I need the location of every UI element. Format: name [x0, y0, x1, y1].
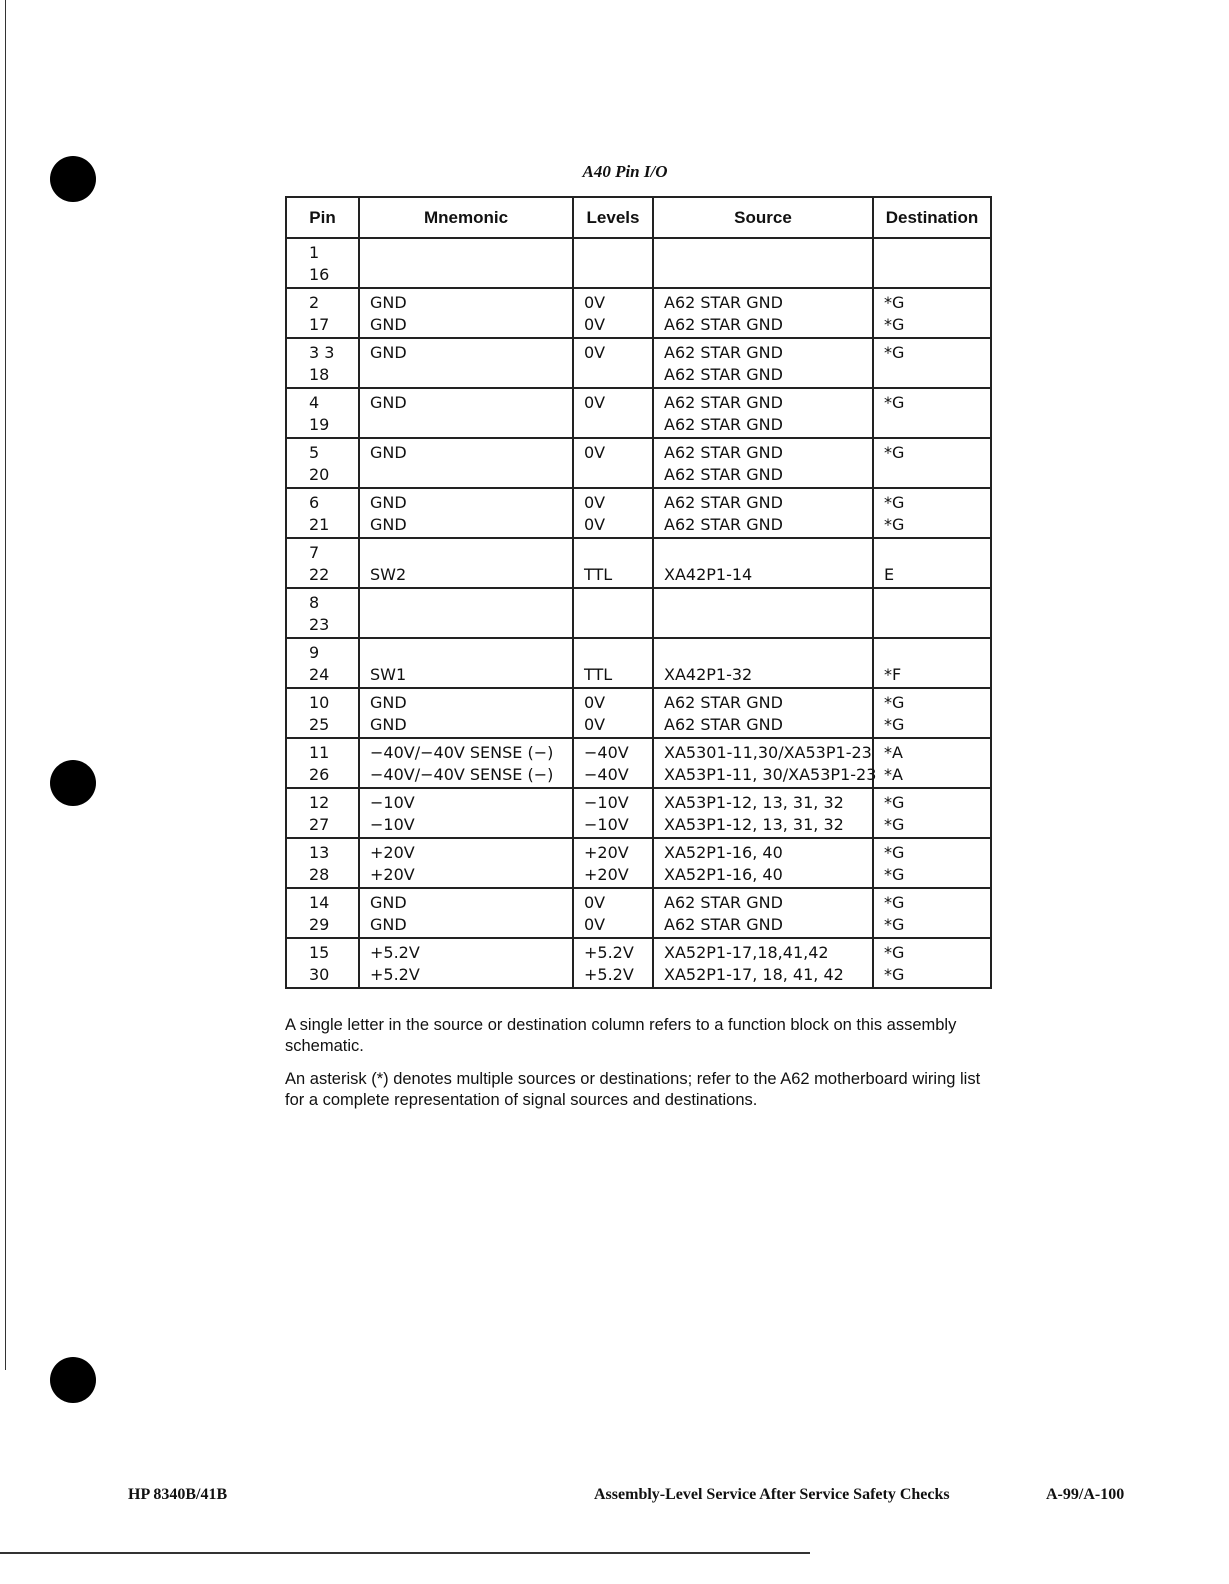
levels-cell-line	[584, 414, 652, 436]
levels-cell	[573, 688, 653, 738]
source-cell-line: XA53P1-12, 13, 31, 32	[664, 793, 844, 812]
destination-cell	[873, 388, 991, 438]
pin-cell-line: 9	[309, 643, 320, 662]
mnemonic-cell-line	[370, 614, 572, 636]
left-margin-rule	[5, 0, 6, 1370]
pin-cell-line: 1	[309, 243, 320, 262]
source-cell	[653, 938, 873, 988]
table-row	[286, 788, 991, 838]
mnemonic-cell-line	[370, 364, 572, 386]
pin-cell-line: 20	[309, 464, 330, 484]
levels-cell-line: −40V	[584, 743, 629, 762]
mnemonic-cell-line: −40V/−40V SENSE (−)	[370, 743, 554, 762]
destination-cell-line: *G	[884, 943, 905, 962]
destination-cell-line: *G	[884, 914, 905, 934]
destination-cell	[873, 938, 991, 988]
destination-cell-line: *G	[884, 493, 905, 512]
mnemonic-cell-line: GND	[370, 514, 407, 534]
destination-cell-line: *F	[884, 664, 902, 684]
table-row	[286, 888, 991, 938]
destination-cell-line: *G	[884, 293, 905, 312]
destination-cell-line: *G	[884, 793, 905, 812]
pin-cell-line: 18	[309, 364, 330, 384]
destination-cell-line: *G	[884, 964, 905, 984]
binder-hole	[50, 1357, 96, 1403]
levels-cell-line: 0V	[584, 443, 606, 462]
bottom-rule	[0, 1552, 810, 1554]
levels-cell-line	[584, 592, 652, 614]
levels-cell-line	[584, 642, 652, 664]
destination-cell-line	[884, 592, 990, 614]
levels-cell	[573, 388, 653, 438]
mnemonic-cell-line: GND	[370, 343, 407, 362]
destination-cell	[873, 288, 991, 338]
mnemonic-cell-line: GND	[370, 314, 407, 334]
table-row	[286, 488, 991, 538]
levels-cell-line: 0V	[584, 343, 606, 362]
destination-cell-line: *G	[884, 693, 905, 712]
levels-cell-line	[584, 614, 652, 636]
source-cell-line: A62 STAR GND	[664, 914, 783, 934]
mnemonic-cell	[359, 838, 573, 888]
source-cell-line: A62 STAR GND	[664, 343, 783, 362]
pin-cell-line: 12	[309, 793, 330, 812]
source-cell-line: A62 STAR GND	[664, 514, 783, 534]
mnemonic-cell-line: GND	[370, 293, 407, 312]
source-cell-line: A62 STAR GND	[664, 293, 783, 312]
levels-cell-line	[584, 264, 652, 286]
source-cell-line	[664, 542, 872, 564]
levels-cell-line: 0V	[584, 393, 606, 412]
pin-cell-line: 23	[309, 614, 330, 634]
destination-cell	[873, 738, 991, 788]
mnemonic-cell-line: +20V	[370, 843, 415, 862]
levels-cell-line: +5.2V	[584, 964, 634, 984]
source-cell	[653, 338, 873, 388]
mnemonic-cell	[359, 938, 573, 988]
pin-cell-line: 22	[309, 564, 330, 584]
mnemonic-cell-line: +5.2V	[370, 943, 420, 962]
pin-cell	[286, 688, 359, 738]
notes	[285, 1015, 990, 1123]
pin-cell	[286, 838, 359, 888]
destination-cell	[873, 888, 991, 938]
pin-cell-line: 24	[309, 664, 330, 684]
destination-cell	[873, 438, 991, 488]
pin-cell	[286, 788, 359, 838]
source-cell-line: A62 STAR GND	[664, 464, 783, 484]
levels-cell	[573, 488, 653, 538]
pin-io-table	[285, 196, 992, 989]
source-cell-line: A62 STAR GND	[664, 693, 783, 712]
table-row	[286, 588, 991, 638]
pin-cell-line: 16	[309, 264, 330, 284]
destination-cell-line: *G	[884, 714, 905, 734]
pin-cell-line: 7	[309, 543, 320, 562]
pin-cell-line: 25	[309, 714, 330, 734]
levels-cell-line: 0V	[584, 514, 606, 534]
pin-cell	[286, 938, 359, 988]
levels-cell	[573, 888, 653, 938]
destination-cell-line: *G	[884, 443, 905, 462]
mnemonic-cell-line	[370, 464, 572, 486]
destination-cell-line	[884, 242, 990, 264]
destination-cell	[873, 788, 991, 838]
table-row	[286, 938, 991, 988]
source-cell-line: XA42P1-14	[664, 564, 753, 584]
pin-cell-line: 14	[309, 893, 330, 912]
levels-cell-line: −10V	[584, 793, 629, 812]
mnemonic-cell-line: GND	[370, 443, 407, 462]
source-cell-line: XA52P1-17,18,41,42	[664, 943, 829, 962]
source-cell-line: A62 STAR GND	[664, 393, 783, 412]
levels-cell-line	[584, 542, 652, 564]
destination-cell	[873, 338, 991, 388]
table-title: A40 Pin I/O	[582, 162, 668, 181]
levels-cell-line: 0V	[584, 314, 606, 334]
source-cell	[653, 588, 873, 638]
destination-cell-line	[884, 542, 990, 564]
pin-cell	[286, 388, 359, 438]
levels-cell	[573, 538, 653, 588]
pin-cell-line: 17	[309, 314, 330, 334]
levels-cell	[573, 838, 653, 888]
destination-cell	[873, 838, 991, 888]
pin-cell	[286, 438, 359, 488]
source-cell-line: A62 STAR GND	[664, 314, 783, 334]
pin-cell-line: 21	[309, 514, 330, 534]
pin-cell-line: 30	[309, 964, 330, 984]
mnemonic-cell-line: SW1	[370, 664, 407, 684]
pin-cell	[286, 338, 359, 388]
destination-cell	[873, 538, 991, 588]
levels-cell-line: +5.2V	[584, 943, 634, 962]
mnemonic-cell-line: GND	[370, 893, 407, 912]
mnemonic-cell-line: −10V	[370, 814, 415, 834]
levels-cell	[573, 288, 653, 338]
column-header-mnemonic: Mnemonic	[359, 197, 573, 238]
source-cell-line: XA42P1-32	[664, 664, 753, 684]
pin-cell-line: 19	[309, 414, 330, 434]
source-cell	[653, 288, 873, 338]
mnemonic-cell	[359, 238, 573, 288]
destination-cell-line: *G	[884, 343, 905, 362]
pin-cell	[286, 488, 359, 538]
destination-cell-line: *G	[884, 843, 905, 862]
mnemonic-cell	[359, 638, 573, 688]
source-cell-line: A62 STAR GND	[664, 364, 783, 384]
source-cell-line	[664, 242, 872, 264]
pin-cell-line: 5	[309, 443, 320, 462]
pin-cell	[286, 638, 359, 688]
source-cell	[653, 638, 873, 688]
levels-cell	[573, 588, 653, 638]
pin-cell-line: 4	[309, 393, 320, 412]
mnemonic-cell-line: −10V	[370, 793, 415, 812]
mnemonic-cell-line: GND	[370, 914, 407, 934]
source-cell	[653, 438, 873, 488]
levels-cell-line: −40V	[584, 764, 629, 784]
levels-cell-line: TTL	[584, 664, 613, 684]
pin-cell	[286, 738, 359, 788]
levels-cell	[573, 788, 653, 838]
mnemonic-cell-line: GND	[370, 393, 407, 412]
levels-cell-line	[584, 464, 652, 486]
mnemonic-cell-line: −40V/−40V SENSE (−)	[370, 764, 554, 784]
table-row	[286, 538, 991, 588]
source-cell-line: A62 STAR GND	[664, 414, 783, 434]
pin-cell-line: 27	[309, 814, 330, 834]
mnemonic-cell	[359, 588, 573, 638]
source-cell	[653, 388, 873, 438]
mnemonic-cell-line: SW2	[370, 564, 407, 584]
source-cell-line: A62 STAR GND	[664, 443, 783, 462]
destination-cell	[873, 638, 991, 688]
levels-cell-line: 0V	[584, 714, 606, 734]
levels-cell	[573, 238, 653, 288]
mnemonic-cell-line	[370, 592, 572, 614]
pin-cell-line: 26	[309, 764, 330, 784]
pin-cell	[286, 288, 359, 338]
levels-cell	[573, 438, 653, 488]
source-cell-line: XA52P1-16, 40	[664, 843, 783, 862]
table-row	[286, 638, 991, 688]
pin-cell-line: 28	[309, 864, 330, 884]
table-header-row	[286, 197, 991, 238]
levels-cell-line: 0V	[584, 493, 606, 512]
mnemonic-cell-line: GND	[370, 714, 407, 734]
mnemonic-cell-line	[370, 542, 572, 564]
levels-cell-line: 0V	[584, 693, 606, 712]
levels-cell	[573, 638, 653, 688]
pin-cell	[286, 888, 359, 938]
destination-cell-line	[884, 464, 990, 486]
levels-cell	[573, 938, 653, 988]
table-row	[286, 388, 991, 438]
column-header-destination: Destination	[873, 197, 991, 238]
levels-cell-line: TTL	[584, 564, 613, 584]
footer-section-title: Assembly-Level Service After Service Safety Checks	[594, 1486, 950, 1503]
levels-cell-line: 0V	[584, 893, 606, 912]
binder-hole	[50, 760, 96, 806]
mnemonic-cell	[359, 888, 573, 938]
mnemonic-cell	[359, 738, 573, 788]
destination-cell	[873, 688, 991, 738]
mnemonic-cell-line: +5.2V	[370, 964, 420, 984]
source-cell-line: XA53P1-11, 30/XA53P1-23	[664, 764, 877, 784]
pin-cell	[286, 238, 359, 288]
levels-cell	[573, 738, 653, 788]
column-header-pin: Pin	[286, 197, 359, 238]
destination-cell	[873, 588, 991, 638]
source-cell	[653, 538, 873, 588]
pin-cell-line: 29	[309, 914, 330, 934]
table-row	[286, 288, 991, 338]
destination-cell-line	[884, 364, 990, 386]
mnemonic-cell	[359, 438, 573, 488]
note-asterisk: An asterisk (*) denotes multiple sources or destinations; refer to the A62 motherboard wiring list for a complete representation of signal sources and destinations.	[285, 1070, 981, 1109]
source-cell-line: XA52P1-17, 18, 41, 42	[664, 964, 844, 984]
table-row	[286, 338, 991, 388]
mnemonic-cell	[359, 488, 573, 538]
pin-cell-line: 10	[309, 693, 330, 712]
source-cell	[653, 738, 877, 788]
mnemonic-cell	[359, 688, 573, 738]
source-cell-line: A62 STAR GND	[664, 893, 783, 912]
destination-cell-line	[884, 614, 990, 636]
source-cell	[653, 238, 873, 288]
footer-model: HP 8340B/41B	[128, 1486, 228, 1503]
destination-cell	[873, 238, 991, 288]
source-cell-line: XA52P1-16, 40	[664, 864, 783, 884]
pin-cell-line: 13	[309, 843, 330, 862]
destination-cell-line: *G	[884, 893, 905, 912]
levels-cell-line: +20V	[584, 843, 629, 862]
levels-cell	[573, 338, 653, 388]
destination-cell-line: E	[884, 564, 895, 584]
column-header-source: Source	[653, 197, 873, 238]
mnemonic-cell-line: +20V	[370, 864, 415, 884]
destination-cell-line: *G	[884, 814, 905, 834]
levels-cell-line: −10V	[584, 814, 629, 834]
source-cell-line: A62 STAR GND	[664, 493, 783, 512]
pin-cell-line: 3 3	[309, 343, 335, 362]
destination-cell-line	[884, 414, 990, 436]
levels-cell-line	[584, 364, 652, 386]
source-cell	[653, 688, 873, 738]
mnemonic-cell-line	[370, 414, 572, 436]
mnemonic-cell-line: GND	[370, 693, 407, 712]
destination-cell	[873, 488, 991, 538]
source-cell-line: XA53P1-12, 13, 31, 32	[664, 814, 844, 834]
pin-cell-line: 11	[309, 743, 330, 762]
mnemonic-cell	[359, 388, 573, 438]
table-row	[286, 688, 991, 738]
mnemonic-cell-line	[370, 642, 572, 664]
source-cell-line	[664, 642, 872, 664]
source-cell-line	[664, 614, 872, 636]
pin-cell-line: 15	[309, 943, 330, 962]
mnemonic-cell	[359, 288, 573, 338]
source-cell	[653, 488, 873, 538]
destination-cell-line: *G	[884, 314, 905, 334]
mnemonic-cell	[359, 538, 573, 588]
mnemonic-cell-line	[370, 264, 572, 286]
pin-cell-line: 6	[309, 493, 320, 512]
source-cell	[653, 788, 873, 838]
source-cell-line: XA5301-11,30/XA53P1-23	[664, 743, 872, 762]
destination-cell-line	[884, 642, 990, 664]
table-row	[286, 438, 991, 488]
footer-page-number: A-99/A-100	[1046, 1486, 1125, 1503]
pin-cell-line: 8	[309, 593, 320, 612]
mnemonic-cell	[359, 338, 573, 388]
destination-cell-line: *A	[884, 743, 903, 762]
table-row	[286, 738, 991, 788]
source-cell-line	[664, 264, 872, 286]
pin-cell	[286, 538, 359, 588]
levels-cell-line: 0V	[584, 914, 606, 934]
table-row	[286, 238, 991, 288]
levels-cell-line: +20V	[584, 864, 629, 884]
source-cell	[653, 838, 873, 888]
mnemonic-cell-line	[370, 242, 572, 264]
table-body	[286, 238, 991, 988]
source-cell-line: A62 STAR GND	[664, 714, 783, 734]
destination-cell-line: *G	[884, 514, 905, 534]
source-cell	[653, 888, 873, 938]
destination-cell-line: *A	[884, 764, 903, 784]
destination-cell-line	[884, 264, 990, 286]
mnemonic-cell-line: GND	[370, 493, 407, 512]
levels-cell-line: 0V	[584, 293, 606, 312]
binder-hole	[50, 156, 96, 202]
table-row	[286, 838, 991, 888]
source-cell-line	[664, 592, 872, 614]
levels-cell-line	[584, 242, 652, 264]
destination-cell-line: *G	[884, 393, 905, 412]
destination-cell-line: *G	[884, 864, 905, 884]
note-function-block: A single letter in the source or destination column refers to a function block on this assembly schematic.	[285, 1016, 957, 1055]
pin-cell-line: 2	[309, 293, 320, 312]
mnemonic-cell	[359, 788, 573, 838]
column-header-levels: Levels	[573, 197, 653, 238]
pin-cell	[286, 588, 359, 638]
